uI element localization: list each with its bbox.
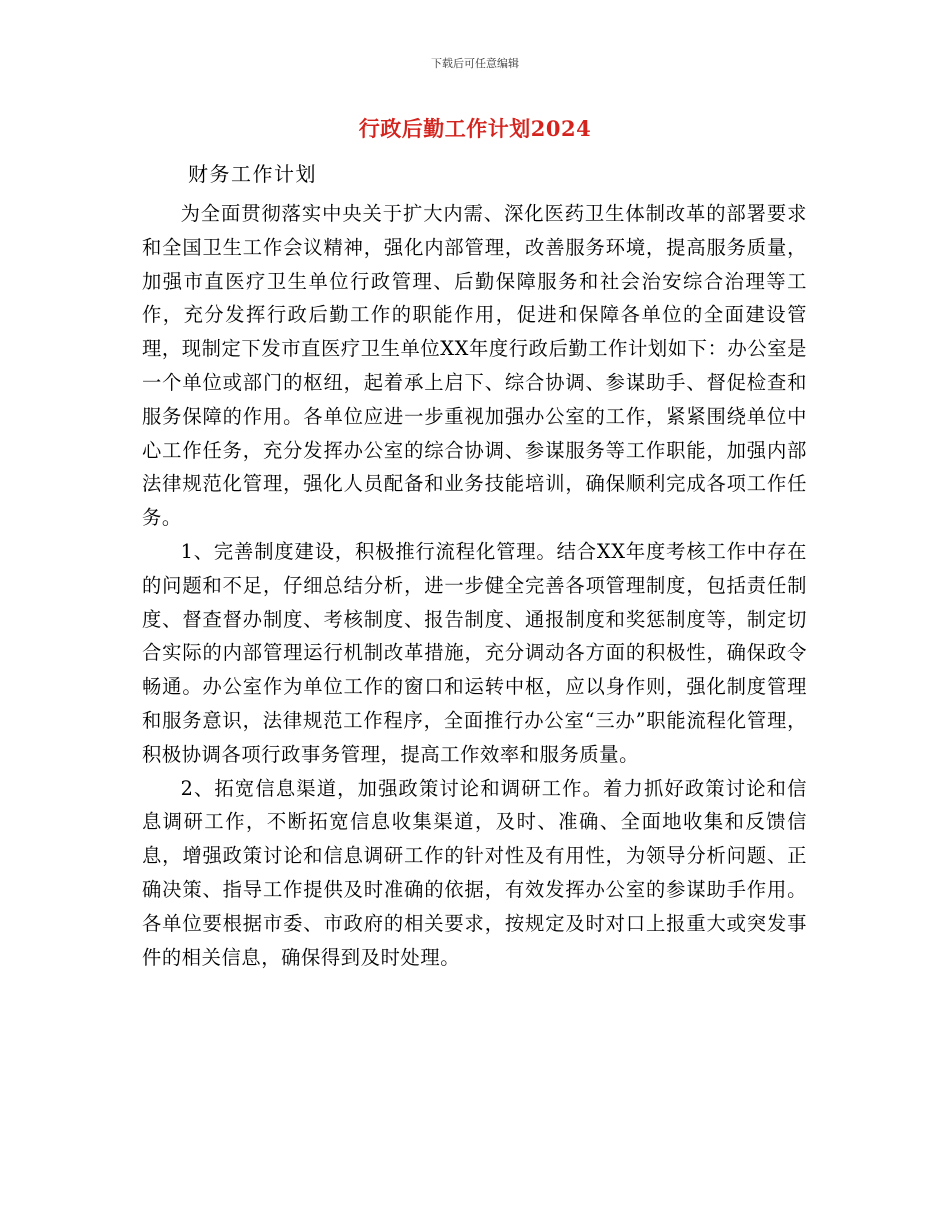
document-body: [142, 197, 807, 974]
paragraph-item-1: 1、完善制度建设，积极推行流程化管理。结合XX年度考核工作中存在的问题和不足，仔细总结分析，进一步健全完善各项管理制度，包括责任制度、督查督办制度、考核制度、报告制度、通报制度和奖惩制度等，制定切合实际的内部管理运行机制改革措施，充分调动各方面的积极性，确保政令畅通。办公室作为单位工作的窗口和运转中枢，应以身作则，强化制度管理和服务意识，法律规范工作程序，全面推行办公室“三办”职能流程化管理，积极协调各项行政事务管理，提高工作效率和服务质量。: [142, 539, 807, 766]
section-heading: 财务工作计划: [188, 162, 317, 186]
paragraph-item-2: 2、拓宽信息渠道，加强政策讨论和调研工作。着力抓好政策讨论和信息调研工作，不断拓宽信息收集渠道，及时、准确、全面地收集和反馈信息，增强政策讨论和信息调研工作的针对性及有用性，为领导分析问题、正确决策、指导工作提供及时准确的依据，有效发挥办公室的参谋助手作用。各单位要根据市委、市政府的相关要求，按规定及时对口上报重大或突发事件的相关信息，确保得到及时处理。: [142, 776, 807, 969]
header-note: 下载后可任意编辑: [431, 57, 519, 70]
document-title: 行政后勤工作计划2024: [358, 116, 592, 141]
paragraph-intro: 为全面贯彻落实中央关于扩大内需、深化医药卫生体制改革的部署要求和全国卫生工作会议精神，强化内部管理，改善服务环境，提高服务质量，加强市直医疗卫生单位行政管理、后勤保障服务和社会治安综合治理等工作，充分发挥行政后勤工作的职能作用，促进和保障各单位的全面建设管理，现制定下发市直医疗卫生单位XX年度行政后勤工作计划如下：办公室是一个单位或部门的枢纽，起着承上启下、综合协调、参谋助手、督促检查和服务保障的作用。各单位应进一步重视加强办公室的工作，紧紧围绕单位中心工作任务，充分发挥办公室的综合协调、参谋服务等工作职能，加强内部法律规范化管理，强化人员配备和业务技能培训，确保顺利完成各项工作任务。: [142, 202, 807, 530]
